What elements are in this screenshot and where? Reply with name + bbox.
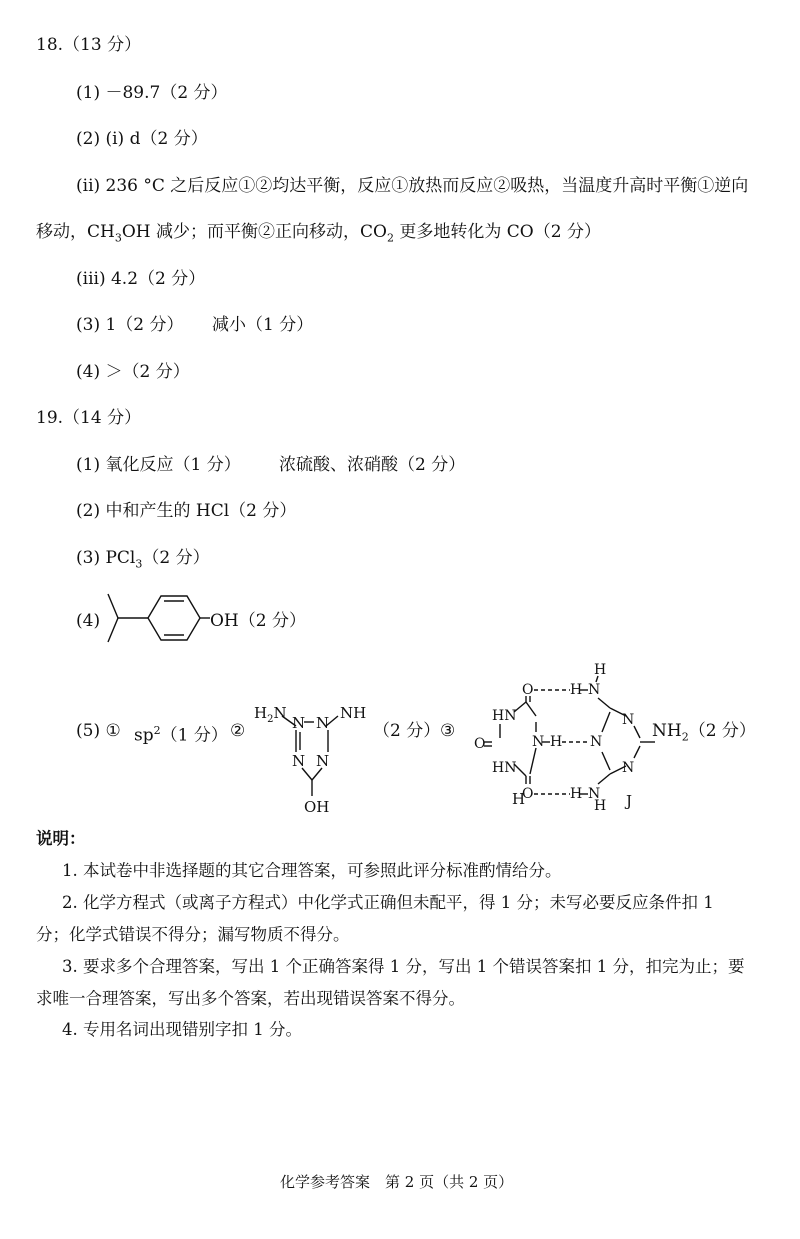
q18-header: 18.（13 分）	[36, 35, 142, 55]
svg-text:HN: HN	[492, 708, 517, 724]
q19-part2: (2) 中和产生的 HCl（2 分）	[76, 501, 297, 521]
q19-part4-label: (4)	[76, 611, 101, 631]
q19-part4-score: OH（2 分）	[210, 611, 306, 631]
svg-text:H2N: $H_2N$	[254, 704, 287, 725]
svg-text:N: N	[292, 752, 306, 770]
q18-part2-ii-line1: (ii) 236 °C 之后反应①②均达平衡，反应①放热而反应②吸热，当温度升高时平衡①逆向	[76, 176, 749, 196]
svg-text:H: H	[594, 798, 607, 810]
note-2-line2: 分；化学式错误不得分；漏写物质不得分。	[36, 925, 350, 944]
q19-part5-score3: $NH_2(2$ 分）	[652, 721, 756, 744]
svg-text:N: N	[622, 712, 635, 728]
q19-part3: (3) PCl$_3$（2 分）	[76, 548, 210, 571]
svg-text:N: N	[292, 714, 306, 732]
q19-part5-score2: （2 分）	[373, 721, 441, 741]
svg-text:N: N	[532, 734, 545, 750]
q18-part2-ii-line2: 移动，$CH_3OH$ 减少；而平衡②正向移动，$CO_2$ 更多地转化为 CO（2 分）	[36, 222, 601, 245]
q19-part5-circle3: ③	[440, 721, 456, 741]
page-footer: 化学参考答案 第 2 页（共 2 页）	[280, 1173, 514, 1191]
dimethylaminophenol-structure	[100, 588, 210, 648]
note-2-line1: 2. 化学方程式（或离子方程式）中化学式正确但未配平，得 1 分；未写必要反应条件扣 1	[62, 893, 714, 912]
svg-text:HN: HN	[492, 760, 517, 776]
struct3-label-j: J	[626, 792, 633, 810]
q18-part3-value: (3) 1（2 分）	[76, 315, 184, 335]
note-4: 4. 专用名词出现错别字扣 1 分。	[62, 1020, 302, 1039]
q18-part2-i: (2) (i) d（2 分）	[76, 129, 208, 149]
svg-text:N: N	[316, 714, 330, 732]
svg-text:H: H	[550, 734, 563, 750]
triazine-structure-2	[252, 696, 382, 818]
q19-header: 19.（14 分）	[36, 408, 142, 428]
svg-text:H: H	[570, 786, 583, 802]
q18-part1: (1) －89.7（2 分）	[76, 83, 228, 103]
note-3-line2: 求唯一合理答案，写出多个答案，若出现错误答案不得分。	[36, 989, 465, 1008]
svg-text:N: N	[622, 760, 635, 776]
q19-part5-hybrid: $sp^2(1$ 分）	[134, 724, 228, 746]
svg-text:O: O	[522, 786, 534, 802]
q18-part2-iii: (iii) 4.2（2 分）	[76, 269, 206, 289]
struct2-nh2-right: NH	[340, 704, 367, 722]
svg-text:N: N	[316, 752, 330, 770]
struct3-label-h: H	[512, 790, 526, 808]
note-1: 1. 本试卷中非选择题的其它合理答案，可参照此评分标准酌情给分。	[62, 861, 562, 880]
note-3-line1: 3. 要求多个合理答案，写出 1 个正确答案得 1 分，写出 1 个错误答案扣 1 分，扣完为止；要	[62, 957, 745, 976]
svg-text:OH: OH	[304, 798, 330, 816]
q18-part3-trend: 减小（1 分）	[212, 315, 314, 335]
q19-part5-label: (5) ①	[76, 721, 121, 741]
svg-text:N: N	[590, 734, 603, 750]
svg-text:H: H	[594, 662, 607, 678]
hbond-complex-structure-3	[470, 660, 655, 810]
q18-part4: (4) ＞（2 分）	[76, 362, 190, 382]
svg-text:N: N	[588, 786, 601, 802]
q19-part1-reaction: (1) 氧化反应（1 分）	[76, 455, 241, 475]
svg-text:O: O	[474, 736, 486, 752]
svg-text:N: N	[588, 682, 601, 698]
q19-part1-reagents: 浓硫酸、浓硝酸（2 分）	[279, 455, 466, 475]
notes-title: 说明：	[36, 829, 86, 848]
q19-part5-circle2: ②	[230, 721, 246, 741]
svg-text:O: O	[522, 682, 534, 698]
svg-text:H: H	[570, 682, 583, 698]
